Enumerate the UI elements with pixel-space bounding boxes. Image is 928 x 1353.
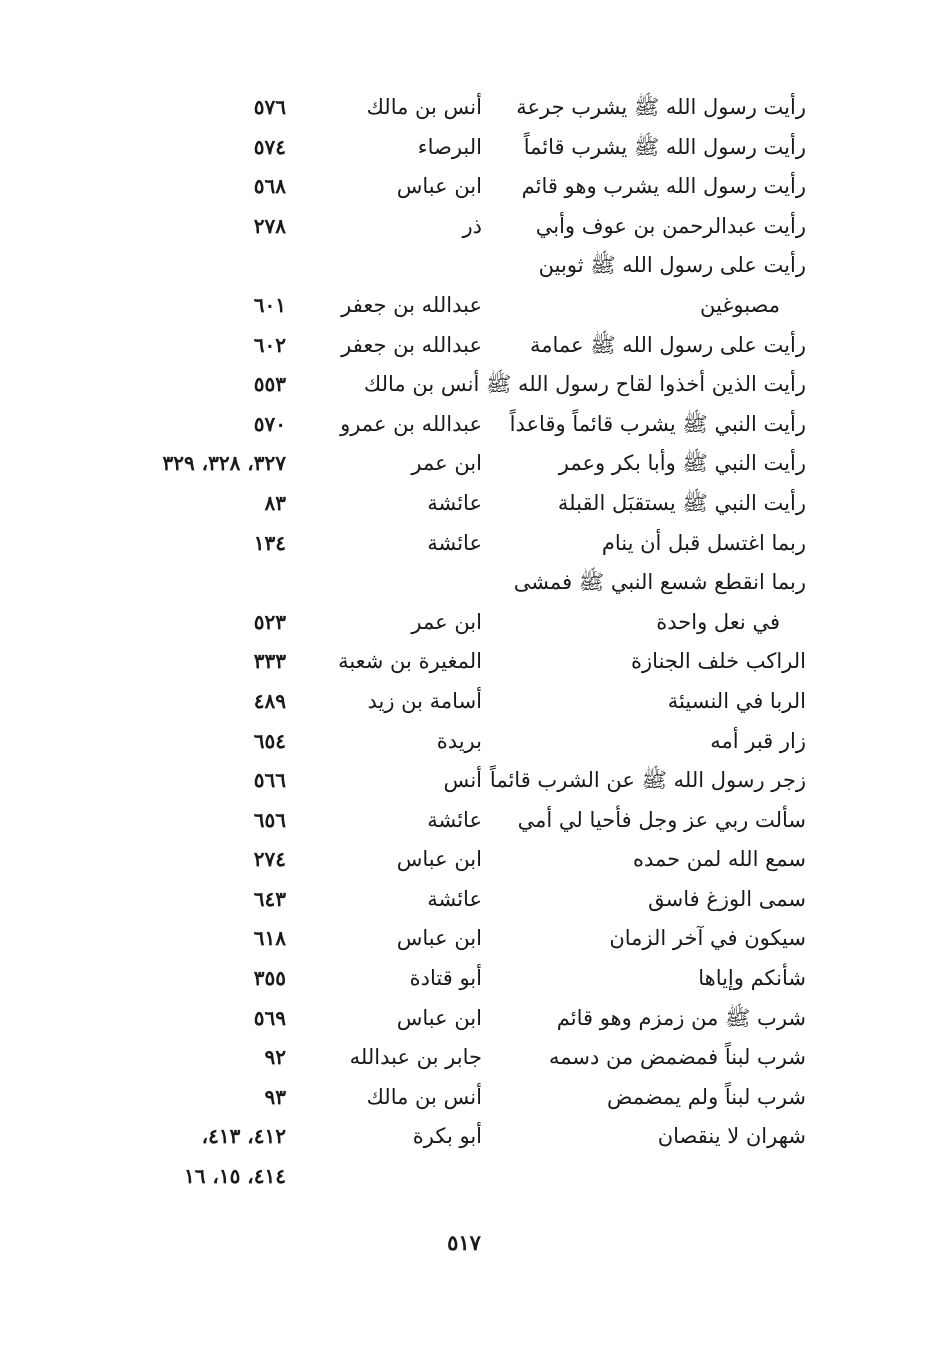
hadith-text: مصبوغين [700, 292, 780, 317]
index-row [0, 167, 928, 207]
hadith-text: رأيت رسول الله يشرب وهو قائم [521, 174, 806, 199]
hadith-text: رأيت عبدالرحمن بن عوف وأبي [535, 213, 806, 238]
hadith-text: رأيت على رسول الله ﷺ عمامة [529, 332, 806, 357]
narrator-name: ابن عباس [396, 847, 482, 872]
index-row [0, 880, 928, 920]
narrator-name: عائشة [427, 490, 482, 515]
hadith-text: رأيت النبي ﷺ يستقبَل القبلة [557, 490, 806, 515]
hadith-text: سمع الله لمن حمده [632, 847, 806, 872]
hadith-text: رأيت على رسول الله ﷺ ثوبين [538, 253, 806, 278]
page-reference: ٣٣٣ [253, 649, 286, 674]
narrator-name: جابر بن عبدالله [349, 1045, 482, 1070]
index-row [0, 563, 928, 603]
index-row [0, 444, 928, 484]
page-reference: ٥٧٦ [253, 95, 286, 119]
page-reference: ١٣٤ [253, 530, 286, 555]
hadith-text: رأيت النبي ﷺ يشرب قائماً وقاعداً [509, 411, 806, 436]
index-row [0, 128, 928, 168]
index-row [0, 1038, 928, 1078]
index-row [0, 642, 928, 682]
narrator-name: البرصاء [417, 134, 482, 159]
page-reference: ٥٦٦ [253, 768, 286, 793]
index-row [0, 919, 928, 959]
page-reference: ٦٥٤ [253, 728, 286, 753]
hadith-text: زجر رسول الله ﷺ عن الشرب قائماً [489, 768, 806, 793]
hadith-text: ربما اغتسل قبل أن ينام [601, 530, 806, 555]
hadith-text: شهران لا ينقصان [657, 1124, 806, 1149]
page-reference: ٣٥٥ [253, 966, 286, 991]
page-reference: ٥٢٣ [253, 609, 286, 634]
page-reference: ٥٧٤ [253, 134, 286, 159]
hadith-text: رأيت النبي ﷺ وأبا بكر وعمر [558, 451, 806, 476]
narrator-name: أسامة بن زيد [367, 688, 482, 713]
page-reference: ٢٧٤ [253, 847, 286, 872]
hadith-text: في نعل واحدة [656, 609, 780, 634]
narrator-name: أنس بن مالك [366, 95, 482, 119]
page-reference: ٩٣ [264, 1084, 286, 1109]
narrator-name: عبدالله بن عمرو [340, 411, 482, 436]
index-row [0, 326, 928, 366]
index-row [0, 722, 928, 762]
index-row [0, 1078, 928, 1118]
hadith-text: سألت ربي عز وجل فأحيا لي أمي [517, 807, 806, 832]
hadith-text: شرب لبناً فمضمض من دسمه [549, 1045, 806, 1070]
index-row [0, 682, 928, 722]
index-row [0, 1157, 928, 1197]
index-row [0, 999, 928, 1039]
page-reference: ٤٨٩ [253, 688, 286, 713]
narrator-name: أبو بكرة [412, 1124, 482, 1149]
narrator-name: عائشة [427, 530, 482, 555]
page-reference: ٢٧٨ [253, 213, 286, 238]
page-reference: ٦٠١ [253, 292, 286, 317]
index-row [0, 603, 928, 643]
hadith-text: سمى الوزغ فاسق [648, 886, 806, 911]
index-row [0, 405, 928, 445]
hadith-index-list [0, 88, 928, 1197]
page-reference: ٤١٤، ١٥، ١٦ [183, 1164, 286, 1189]
page-reference: ٤١٢، ٤١٣، [201, 1124, 286, 1149]
narrator-name: عائشة [427, 807, 482, 832]
hadith-text: رأيت الذين أخذوا لقاح رسول الله ﷺ أنس بن مالك [363, 372, 806, 397]
hadith-text: الراكب خلف الجنازة [631, 649, 806, 674]
page-reference: ٥٧٠ [253, 411, 286, 436]
narrator-name: عبدالله بن جعفر [341, 292, 482, 317]
index-row [0, 88, 928, 128]
narrator-name: أنس [443, 768, 482, 793]
hadith-text: شرب لبناً ولم يمضمض [606, 1084, 806, 1109]
hadith-text: شرب ﷺ من زمزم وهو قائم [556, 1005, 806, 1030]
index-row [0, 365, 928, 405]
narrator-name: ابن عمر [411, 609, 482, 634]
page-number: ٥١٧ [447, 1230, 481, 1255]
index-row [0, 207, 928, 247]
index-row [0, 246, 928, 286]
page-reference: ٩٢ [264, 1045, 286, 1070]
hadith-text: زار قبر أمه [710, 728, 806, 753]
hadith-text: شأنكم وإياها [698, 966, 806, 991]
narrator-name: ذر [462, 213, 482, 238]
index-row [0, 484, 928, 524]
page-reference: ٣٢٧، ٣٢٨، ٣٢٩ [162, 451, 286, 476]
page-reference: ٥٦٨ [253, 174, 286, 199]
narrator-name: ابن عمر [411, 451, 482, 476]
hadith-text: سيكون في آخر الزمان [609, 926, 806, 951]
page-reference: ٨٣ [264, 490, 286, 515]
narrator-name: ابن عباس [396, 174, 482, 199]
index-row [0, 761, 928, 801]
index-row [0, 959, 928, 999]
narrator-name: عائشة [427, 886, 482, 911]
page-reference: ٥٦٩ [253, 1005, 286, 1030]
page-reference: ٦١٨ [253, 926, 286, 951]
index-row [0, 1117, 928, 1157]
narrator-name: ابن عباس [396, 1005, 482, 1030]
hadith-text: رأيت رسول الله ﷺ يشرب جرعة [516, 95, 806, 119]
page-reference: ٥٥٣ [253, 372, 286, 397]
index-row [0, 524, 928, 564]
narrator-name: عبدالله بن جعفر [341, 332, 482, 357]
index-row [0, 286, 928, 326]
hadith-text: رأيت رسول الله ﷺ يشرب قائماً [523, 134, 806, 159]
narrator-name: المغيرة بن شعبة [338, 649, 482, 674]
page-reference: ٦٠٢ [253, 332, 286, 357]
narrator-name: أنس بن مالك [366, 1084, 482, 1109]
page-reference: ٦٥٦ [253, 807, 286, 832]
narrator-name: أبو قتادة [409, 966, 482, 991]
index-row [0, 840, 928, 880]
narrator-name: بريدة [436, 728, 482, 753]
narrator-name: ابن عباس [396, 926, 482, 951]
hadith-text: ربما انقطع شسع النبي ﷺ فمشى [513, 570, 806, 595]
index-row [0, 801, 928, 841]
hadith-text: الربا في النسيئة [667, 688, 806, 713]
page-reference: ٦٤٣ [253, 886, 286, 911]
